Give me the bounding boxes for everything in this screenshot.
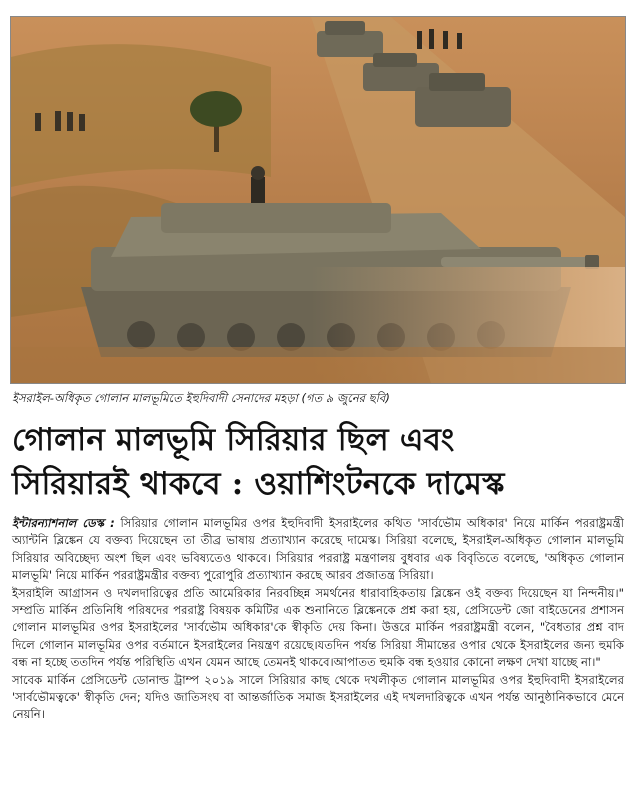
tank-commander	[251, 177, 265, 203]
tank-photo-illustration	[11, 17, 625, 383]
tank-barrel	[441, 257, 591, 267]
dateline: ইন্টারন্যাশনাল ডেস্ক :	[12, 516, 115, 530]
article-body	[12, 515, 624, 724]
headline	[12, 418, 624, 506]
article-paragraph-3: সাবেক মার্কিন প্রেসিডেন্ট ডোনাল্ড ট্রাম্প ২০১৯ সালে সিরিয়ার কাছ থেকে দখলীকৃত গোলান মালভূমির ওপর ইহুদিবাদী ইসরাইলের 'সার্বভৌমত্বকে' স্বীকৃতি দেন; যদিও জাতিসংঘ বা আন্তর্জাতিক সমাজ ইসরাইলের এই দখলদারিত্বকে এখন পর্যন্ত আনুষ্ঠানিকভাবে মেনে নেয়নি।	[12, 672, 624, 722]
article-paragraph-2: ইসরাইলি আগ্রাসন ও দখলদারিত্বের প্রতি আমেরিকার নিরবচ্ছিন্ন সমর্থনের ধারাবাহিকতায় ব্লিঙ্কেন ওই বক্তব্য দিয়েছেন যা নিন্দনীয়।" সম্প্রতি মার্কিন প্রতিনিধি পরিষদের পররাষ্ট্র বিষয়ক কমিটির এক শুনানিতে ব্লিঙ্কেনকে প্রশ্ন করা হয়, প্রেসিডেন্ট জো বাইডেনের প্রশাসন গোলান মালভূমির ওপর ইসরাইলের 'সার্বভৌম অধিকার'কে স্বীকৃতি দেয় কিনা। উত্তরে মার্কিন পররাষ্ট্রমন্ত্রী বলেন, "বৈধতার প্রশ্ন বাদ দিলে গোলান মালভূমির ওপর বর্তমানে ইসরাইলের নিয়ন্ত্রণ রয়েছে।যতদিন পর্যন্ত সিরিয়া সীমান্তের ওপার থেকে ইসরাইলের জন্য হুমকি বন্ধ না হচ্ছে ততদিন পর্যন্ত পরিস্থিতি এখন যেমন আছে তেমনই থাকবে।আপাতত হুমকি বন্ধ হওয়ার কোনো লক্ষণ দেখা যাচ্ছে না।"	[12, 585, 624, 670]
headline-line-1: গোলান মালভূমি সিরিয়ার ছিল এবং	[12, 422, 455, 458]
article-paragraph-1-text: সিরিয়ার গোলান মালভূমির ওপর ইহুদিবাদী ইসরাইলের কথিত 'সার্বভৌম অধিকার' নিয়ে মার্কিন পররাষ্ট্রমন্ত্রী অ্যান্টনি ব্লিঙ্কেন যে বক্তব্য দিয়েছেন তা তীব্র ভাষায় প্রত্যাখ্যান করেছে দামেস্ক। সিরিয়া বলেছে, ইসরাইল-অধিকৃত গোলান মালভূমি সিরিয়ার অবিচ্ছেদ্য অংশ ছিল এবং ভবিষ্যতেও থাকবে। সিরিয়ার পররাষ্ট্র মন্ত্রণালয় বুধবার এক বিবৃতিতে বলেছে, 'অধিকৃত গোলান মালভূমি' নিয়ে মার্কিন পররাষ্ট্রমন্ত্রীর বক্তব্য পুরোপুরি প্রত্যাখ্যান করছে আরব প্রজাতন্ত্র সিরিয়া।	[12, 516, 625, 583]
foreground-dust	[11, 347, 625, 383]
photo-caption: ইসরাইল-অধিকৃত গোলান মালভূমিতে ইহুদিবাদী সেনাদের মহড়া (গত ৯ জুনের ছবি)	[12, 391, 390, 405]
article-paragraph-1	[12, 515, 624, 585]
news-photo	[10, 16, 626, 384]
headline-line-2: সিরিয়ারই থাকবে : ওয়াশিংটনকে দামেস্ক	[12, 466, 505, 502]
